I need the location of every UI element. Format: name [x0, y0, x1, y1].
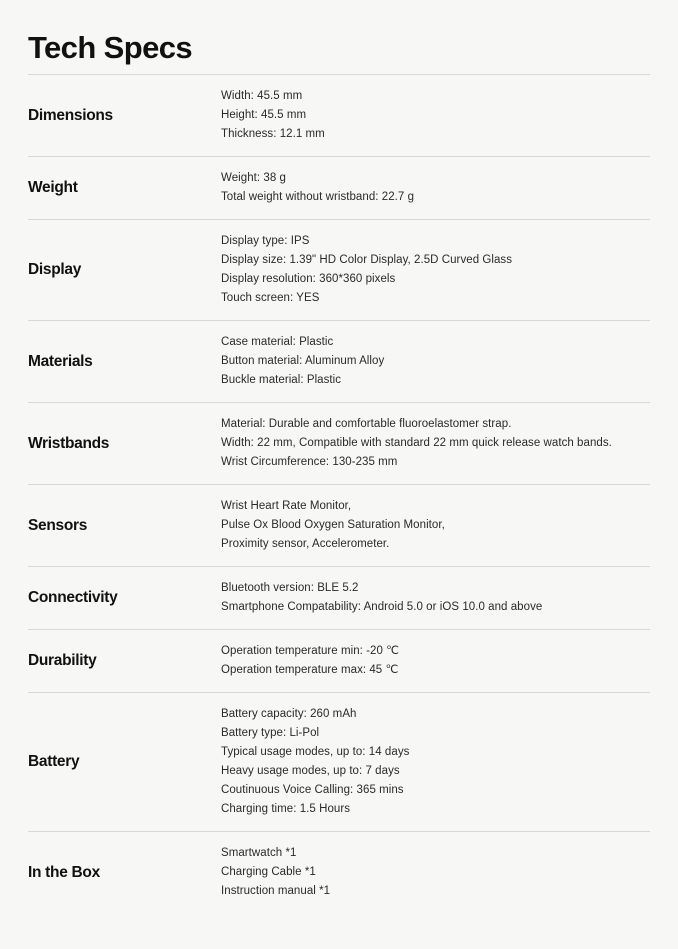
- spec-line: Case material: Plastic: [221, 336, 334, 348]
- spec-line: Smartphone Compatability: Android 5.0 or iOS 10.0 and above: [221, 601, 543, 613]
- spec-row: [28, 485, 650, 567]
- spec-line: Charging Cable *1: [221, 866, 316, 878]
- spec-line: Typical usage modes, up to: 14 days: [221, 746, 410, 758]
- spec-row: [28, 693, 650, 832]
- spec-line: Height: 45.5 mm: [221, 109, 307, 121]
- spec-values: [221, 157, 650, 220]
- spec-line: Buckle material: Plastic: [221, 374, 342, 386]
- spec-label: Materials: [28, 352, 93, 370]
- spec-label: Weight: [28, 179, 78, 196]
- spec-line: Total weight without wristband: 22.7 g: [221, 191, 415, 203]
- spec-line: Pulse Ox Blood Oxygen Saturation Monitor,: [221, 519, 445, 531]
- spec-line: Weight: 38 g: [221, 172, 286, 184]
- spec-values: [221, 567, 650, 630]
- spec-line: Smartwatch *1: [221, 847, 297, 859]
- spec-line: Wrist Heart Rate Monitor,: [221, 500, 352, 512]
- spec-line: Button material: Aluminum Alloy: [221, 355, 385, 367]
- spec-label: Battery: [28, 753, 80, 770]
- spec-line: Operation temperature min: -20 ℃: [221, 645, 400, 657]
- spec-table-body: [28, 75, 650, 914]
- spec-row: [28, 157, 650, 220]
- spec-values: [221, 321, 650, 403]
- spec-line: Proximity sensor, Accelerometer.: [221, 538, 390, 550]
- spec-row: [28, 321, 650, 403]
- page-title: Tech Specs: [28, 30, 193, 65]
- spec-label: Durability: [28, 652, 97, 669]
- spec-row: [28, 75, 650, 157]
- spec-values: [221, 832, 650, 914]
- spec-line: Instruction manual *1: [221, 885, 331, 897]
- spec-label: Dimensions: [28, 106, 113, 124]
- spec-table: [28, 74, 650, 913]
- spec-line: Display resolution: 360*360 pixels: [221, 273, 396, 285]
- spec-row: [28, 567, 650, 630]
- spec-values: [221, 403, 650, 485]
- spec-row: [28, 630, 650, 693]
- spec-label: Display: [28, 261, 82, 278]
- spec-line: Display size: 1.39" HD Color Display, 2.5D Curved Glass: [221, 254, 513, 266]
- spec-label: Wristbands: [28, 434, 110, 452]
- spec-values: [221, 75, 650, 157]
- spec-row: [28, 403, 650, 485]
- spec-line: Operation temperature max: 45 ℃: [221, 664, 399, 676]
- spec-line: Battery capacity: 260 mAh: [221, 708, 357, 720]
- spec-label: In the Box: [28, 863, 100, 881]
- spec-row: [28, 220, 650, 321]
- spec-line: Wrist Circumference: 130-235 mm: [221, 456, 398, 468]
- spec-line: Battery type: Li-Pol: [221, 727, 320, 739]
- spec-row: [28, 832, 650, 914]
- spec-values: [221, 485, 650, 567]
- spec-values: [221, 220, 650, 321]
- spec-line: Thickness: 12.1 mm: [221, 128, 325, 140]
- spec-line: Coutinuous Voice Calling: 365 mins: [221, 784, 404, 796]
- spec-line: Width: 22 mm, Compatible with standard 22 mm quick release watch bands.: [221, 437, 612, 449]
- spec-line: Heavy usage modes, up to: 7 days: [221, 765, 400, 777]
- spec-line: Touch screen: YES: [221, 292, 320, 304]
- spec-line: Width: 45.5 mm: [221, 90, 303, 102]
- spec-label: Connectivity: [28, 589, 118, 606]
- spec-values: [221, 693, 650, 832]
- spec-line: Material: Durable and comfortable fluoroelastomer strap.: [221, 418, 512, 430]
- spec-line: Charging time: 1.5 Hours: [221, 803, 351, 815]
- spec-values: [221, 630, 650, 693]
- spec-line: Display type: IPS: [221, 235, 310, 247]
- spec-line: Bluetooth version: BLE 5.2: [221, 582, 359, 594]
- spec-label: Sensors: [28, 516, 88, 534]
